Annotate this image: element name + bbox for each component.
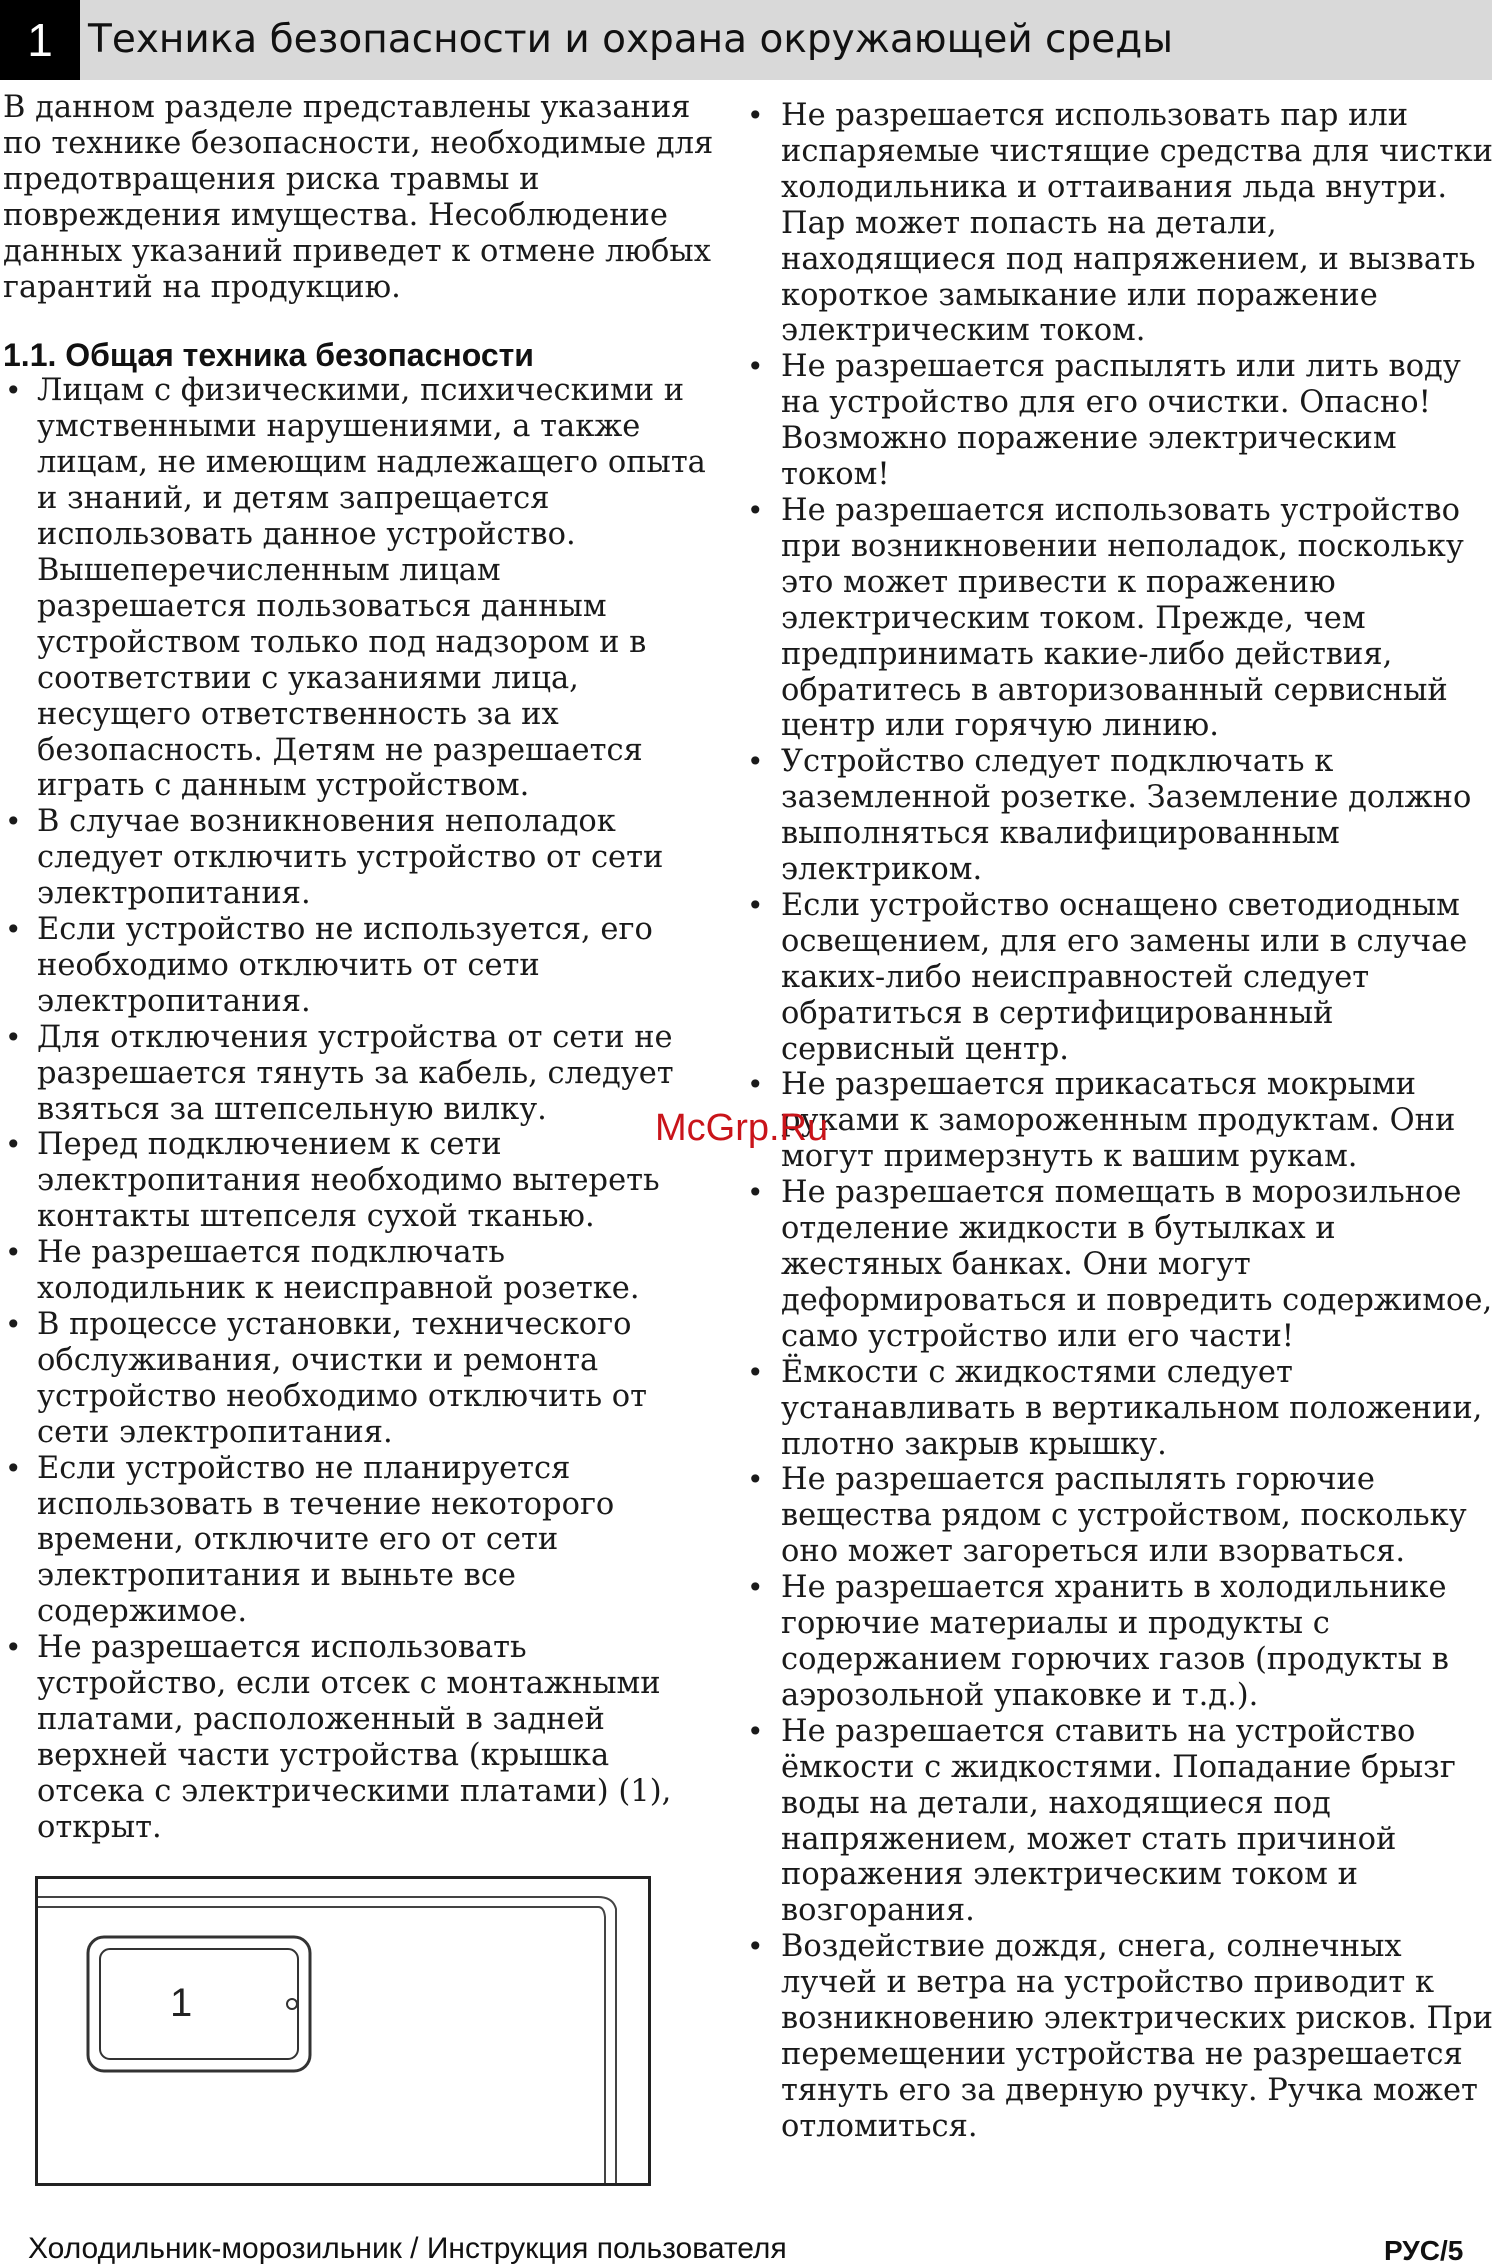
list-item: • Не разрешается распылять горючие вещества рядом с устройством, поскольку оно может загореться или взорваться.	[745, 1462, 1497, 1570]
figure-callout: 1	[170, 1981, 193, 2025]
list-item: • Не разрешается подключать холодильник к неисправной розетке.	[3, 1235, 715, 1307]
list-item: • Не разрешается прикасаться мокрыми руками к замороженным продуктам. Они могут примерзнуть к вашим рукам.	[745, 1067, 1497, 1175]
list-item: • Не разрешается использовать пар или испаряемые чистящие средства для чистки холодильника и оттаивания льда внутри. Пар может попасть на детали, находящиеся под напряжением, и вызвать короткое замыкание или поражение электрическим током.	[745, 98, 1497, 349]
footer-page-number: РУС/5	[1384, 2235, 1464, 2266]
list-item: • Перед подключением к сети электропитания необходимо вытереть контакты штепселя сухой тканью.	[3, 1127, 715, 1235]
section-number: 1	[0, 0, 80, 80]
left-column	[3, 90, 715, 1846]
list-item: • Если устройство не планируется использовать в течение некоторого времени, отключите его от сети электропитания и выньте все содержимое.	[3, 1451, 715, 1631]
list-item: • Ёмкости с жидкостями следует устанавливать в вертикальном положении, плотно закрыв крышку.	[745, 1355, 1497, 1463]
watermark: McGrp.Ru	[655, 1107, 829, 1149]
circuit-cover-outline	[88, 1937, 310, 2071]
left-safety-list	[3, 373, 715, 1845]
list-item: • Не разрешается использовать устройство при возникновении неполадок, поскольку это может привести к поражению электрическим током. Прежде, чем предпринимать какие-либо действия, обратитесь в авторизованный сервисный центр или горячую линию.	[745, 493, 1497, 744]
list-item: • Лицам с физическими, психическими и умственными нарушениями, а также лицам, не имеющим надлежащего опыта и знаний, и детям запрещается использовать данное устройство. Вышеперечисленным лицам разрешается пользоваться данным устройством только под надзором и в соответствии с указаниями лица, несущего ответственность за их безопасность. Детям не разрешается играть с данным устройством.	[3, 373, 715, 804]
screw-icon	[287, 1999, 297, 2009]
footer-document-title: Холодильник-морозильник / Инструкция пользователя	[28, 2232, 787, 2265]
circuit-cover-figure	[35, 1876, 651, 2186]
appliance-top-illustration	[38, 1879, 648, 2183]
list-item: • Устройство следует подключать к заземленной розетке. Заземление должно выполняться квалифицированным электриком.	[745, 744, 1497, 888]
subsection-heading: 1.1. Общая техника безопасности	[3, 337, 534, 374]
list-item: • Не разрешается использовать устройство, если отсек с монтажными платами, расположенный в задней верхней части устройства (крышка отсека с электрическими платами) (1), открыт.	[3, 1630, 715, 1845]
list-item: • Не разрешается хранить в холодильнике горючие материалы и продукты с содержанием горючих газов (продукты в аэрозольной упаковке и т.д.).	[745, 1570, 1497, 1714]
list-item: • Если устройство не используется, его необходимо отключить от сети электропитания.	[3, 912, 715, 1020]
list-item: • Воздействие дождя, снега, солнечных лучей и ветра на устройство приводит к возникновению электрических рисков. При перемещении устройства не разрешается тянуть его за дверную ручку. Ручка может отломиться.	[745, 1929, 1497, 2144]
list-item: • Не разрешается ставить на устройство ёмкости с жидкостями. Попадание брызг воды на детали, находящиеся под напряжением, может стать причиной поражения электрическим током и возгорания.	[745, 1714, 1497, 1929]
list-item: • Не разрешается распылять или лить воду на устройство для его очистки. Опасно! Возможно поражение электрическим током!	[745, 349, 1497, 493]
section-header	[0, 0, 1492, 80]
intro-paragraph: В данном разделе представлены указания по технике безопасности, необходимые для предотвращения риска травмы и повреждения имущества. Несоблюдение данных указаний приведет к отмене любых гарантий на продукцию.	[3, 90, 714, 305]
list-item: • В процессе установки, технического обслуживания, очистки и ремонта устройство необходимо отключить от сети электропитания.	[3, 1307, 715, 1451]
section-title: Техника безопасности и охрана окружающей среды	[88, 17, 1174, 62]
list-item: • Не разрешается помещать в морозильное отделение жидкости в бутылках и жестяных банках. Они могут деформироваться и повредить содержимое, само устройство или его части!	[745, 1175, 1497, 1355]
right-safety-list	[745, 98, 1497, 2145]
list-item: • Если устройство оснащено светодиодным освещением, для его замены или в случае каких-либо неисправностей следует обратиться в сертифицированный сервисный центр.	[745, 888, 1497, 1068]
right-column	[745, 90, 1497, 2145]
list-item: • Для отключения устройства от сети не разрешается тянуть за кабель, следует взяться за штепсельную вилку.	[3, 1020, 715, 1128]
list-item: • В случае возникновения неполадок следует отключить устройство от сети электропитания.	[3, 804, 715, 912]
